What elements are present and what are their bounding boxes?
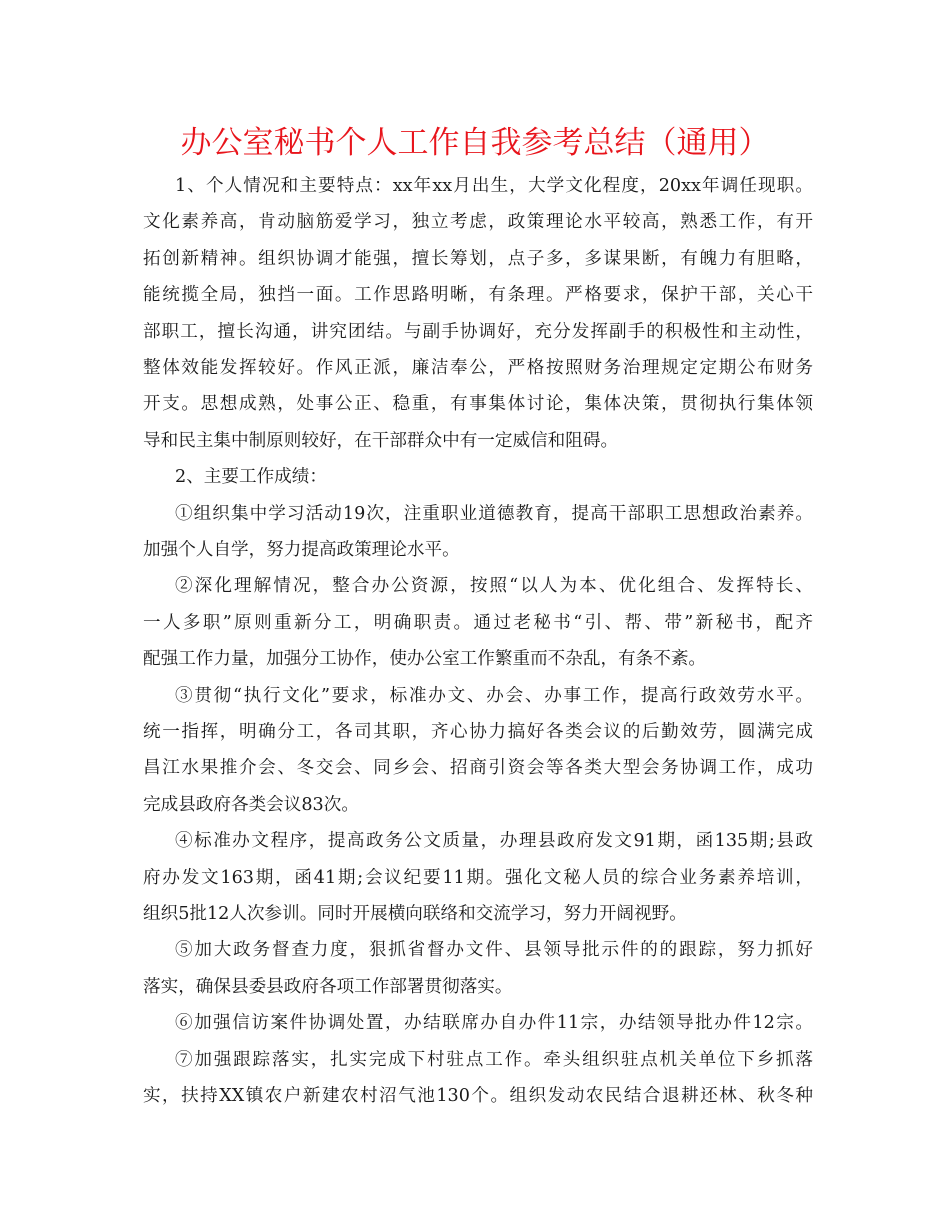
- body-text-line: 2、主要工作成绩：: [175, 467, 327, 488]
- body-text-line: ⑦加强跟踪落实，扎实完成下村驻点工作。牵头组织驻点机关单位下乡抓落: [175, 1049, 813, 1070]
- body-text-line: 实，扶持XX镇农户新建农村沼气池130个。组织发动农民结合退耕还林、秋冬种: [143, 1086, 813, 1106]
- body-text-line: 昌江水果推介会、冬交会、同乡会、招商引资会等各类大型会务协调工作，成功: [143, 758, 813, 779]
- body-text-line: 府办发文163期，函41期;会议纪要11期。强化文秘人员的综合业务素养培训，: [143, 867, 813, 888]
- body-text-line: ⑥加强信访案件协调处置，办结联席办自办件11宗，办结领导批办件12宗。: [175, 1013, 813, 1034]
- body-text-line: 1、个人情况和主要特点：xx年xx月出生，大学文化程度，20xx年调任现职。: [175, 176, 813, 196]
- body-text-line: 加强个人自学，努力提高政策理论水平。: [143, 540, 460, 560]
- document-title: 办公室秘书个人工作自我参考总结（通用）: [180, 125, 770, 161]
- body-text-line: ⑤加大政务督查力度，狠抓省督办文件、县领导批示件的的跟踪，努力抓好: [175, 940, 813, 961]
- body-text-line: 拓创新精神。组织协调才能强，擅长筹划，点子多，多谋果断，有魄力有胆略，: [143, 248, 813, 269]
- body-text-line: 开支。思想成熟，处事公正、稳重，有事集体讨论，集体决策，贯彻执行集体领: [143, 394, 813, 415]
- body-text-line: 部职工，擅长沟通，讲究团结。与副手协调好，充分发挥副手的积极性和主动性，: [143, 321, 813, 342]
- body-text-line: ②深化理解情况，整合办公资源，按照“以人为本、优化组合、发挥特长、: [175, 576, 813, 597]
- body-text-line: 配强工作力量，加强分工协作，使办公室工作繁重而不杂乱，有条不紊。: [143, 649, 707, 670]
- body-text-line: 统一指挥，明确分工，各司其职，齐心协力搞好各类会议的后勤效劳，圆满完成: [143, 722, 813, 742]
- body-text-line: 能统揽全局，独挡一面。工作思路明晰，有条理。严格要求，保护干部，关心干: [143, 285, 813, 306]
- body-text-line: 完成县政府各类会议83次。: [143, 794, 359, 815]
- body-text-line: 一人多职”原则重新分工，明确职责。通过老秘书“引、帮、带”新秘书，配齐: [143, 612, 813, 633]
- body-text-line: 导和民主集中制原则较好，在干部群众中有一定威信和阻碍。: [143, 430, 619, 451]
- body-text-line: ①组织集中学习活动19次，注重职业道德教育，提高干部职工思想政治素养。: [175, 503, 813, 524]
- body-text-line: ④标准办文程序，提高政务公文质量，办理县政府发文91期，函135期;县政: [175, 831, 813, 852]
- body-text-line: 整体效能发挥较好。作风正派，廉洁奉公，严格按照财务治理规定定期公布财务: [143, 358, 813, 378]
- body-text-line: 组织5批12人次参训。同时开展横向联络和交流学习，努力开阔视野。: [143, 904, 687, 924]
- body-text-line: 文化素养高，肯动脑筋爱学习，独立考虑，政策理论水平较高，熟悉工作，有开: [143, 212, 813, 233]
- body-text-line: 落实，确保县委县政府各项工作部署贯彻落实。: [143, 976, 513, 997]
- body-text-line: ③贯彻“执行文化”要求，标准办文、办会、办事工作，提高行政效劳水平。: [175, 685, 813, 706]
